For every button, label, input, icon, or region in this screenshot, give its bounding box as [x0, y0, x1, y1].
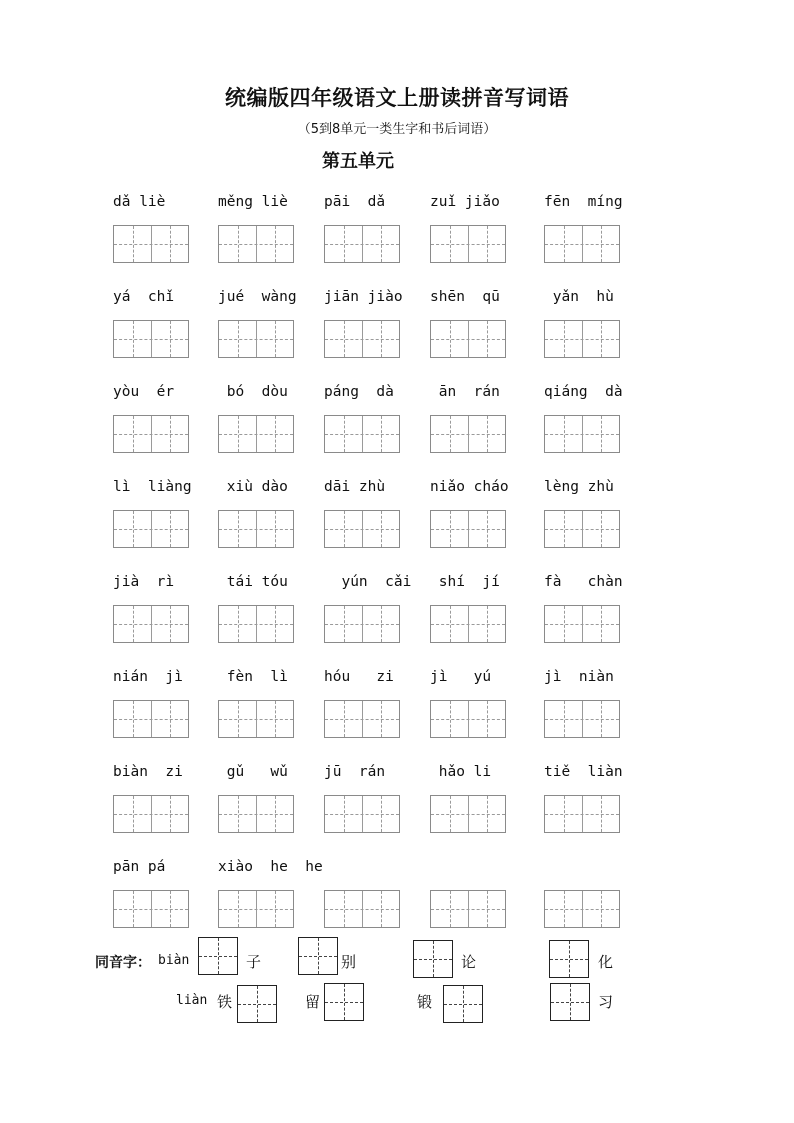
page-title: 统编版四年级语文上册读拼音写词语 [225, 86, 569, 110]
homophone-char: 铁 [217, 993, 233, 1011]
writing-box[interactable] [544, 320, 620, 358]
pinyin-label: fèn lì [218, 669, 288, 685]
writing-box[interactable] [544, 225, 620, 263]
writing-box[interactable] [430, 795, 506, 833]
writing-box[interactable] [324, 225, 400, 263]
pinyin-label: lì liàng [113, 479, 192, 495]
unit-title: 第五单元 [322, 151, 394, 172]
writing-box[interactable] [218, 795, 294, 833]
homophone-char: 化 [598, 953, 614, 971]
writing-box[interactable] [430, 605, 506, 643]
homophone-char: 锻 [417, 993, 433, 1011]
writing-box[interactable] [430, 225, 506, 263]
homophone-box[interactable] [198, 937, 238, 975]
writing-box[interactable] [218, 605, 294, 643]
pinyin-label: xiào he he [218, 859, 323, 875]
homophone-box[interactable] [237, 985, 277, 1023]
writing-box[interactable] [430, 700, 506, 738]
pinyin-label: yún cǎi [324, 574, 412, 590]
pinyin-label: fēn míng [544, 194, 623, 210]
pinyin-label: biàn zi [113, 764, 183, 780]
writing-box[interactable] [544, 795, 620, 833]
homophone-char: 论 [461, 953, 477, 971]
pinyin-label: měng liè [218, 194, 288, 210]
writing-box[interactable] [430, 890, 506, 928]
pinyin-label: hǎo li [430, 764, 492, 780]
homophone-box[interactable] [549, 940, 589, 978]
pinyin-label: jì yú [430, 669, 492, 685]
pinyin-label: jì niàn [544, 669, 614, 685]
pinyin-label: yòu ér [113, 384, 175, 400]
pinyin-label: shēn qū [430, 289, 500, 305]
writing-box[interactable] [324, 700, 400, 738]
writing-box[interactable] [544, 510, 620, 548]
pinyin-label: xiù dào [218, 479, 288, 495]
pinyin-label: hóu zi [324, 669, 394, 685]
writing-box[interactable] [218, 320, 294, 358]
pinyin-label: lèng zhù [544, 479, 614, 495]
writing-box[interactable] [113, 225, 189, 263]
pinyin-label: pān pá [113, 859, 166, 875]
writing-box[interactable] [544, 605, 620, 643]
writing-box[interactable] [218, 225, 294, 263]
pinyin-label: qiáng dà [544, 384, 623, 400]
writing-box[interactable] [113, 795, 189, 833]
writing-box[interactable] [430, 415, 506, 453]
writing-box[interactable] [430, 510, 506, 548]
writing-box[interactable] [113, 890, 189, 928]
pinyin-label: nián jì [113, 669, 183, 685]
pinyin-label: fà chàn [544, 574, 623, 590]
pinyin-label: jū rán [324, 764, 386, 780]
writing-box[interactable] [430, 320, 506, 358]
writing-box[interactable] [113, 510, 189, 548]
pinyin-label: páng dà [324, 384, 394, 400]
homophone-box[interactable] [550, 983, 590, 1021]
homophone-char: 别 [341, 953, 357, 971]
homophone-box[interactable] [443, 985, 483, 1023]
pinyin-label: tái tóu [218, 574, 288, 590]
pinyin-label: bó dòu [218, 384, 288, 400]
writing-box[interactable] [544, 700, 620, 738]
pinyin-label: yá chǐ [113, 289, 175, 305]
writing-box[interactable] [113, 605, 189, 643]
pinyin-label: yǎn hù [544, 289, 614, 305]
homophone-char: 留 [305, 993, 321, 1011]
writing-box[interactable] [218, 700, 294, 738]
pinyin-label: zuǐ jiǎo [430, 194, 500, 210]
pinyin-label: jiān jiào [324, 289, 403, 305]
writing-box[interactable] [324, 415, 400, 453]
writing-box[interactable] [218, 890, 294, 928]
pinyin-label: jué wàng [218, 289, 297, 305]
writing-box[interactable] [324, 890, 400, 928]
homophone-pinyin-bian: biàn [158, 953, 190, 968]
writing-box[interactable] [113, 415, 189, 453]
writing-box[interactable] [544, 415, 620, 453]
writing-box[interactable] [218, 510, 294, 548]
writing-box[interactable] [324, 795, 400, 833]
homophone-char: 子 [246, 953, 262, 971]
writing-box[interactable] [544, 890, 620, 928]
pinyin-label: gǔ wǔ [218, 764, 288, 780]
homophone-box[interactable] [413, 940, 453, 978]
pinyin-label: ān rán [430, 384, 500, 400]
writing-box[interactable] [218, 415, 294, 453]
pinyin-label: dāi zhù [324, 479, 386, 495]
homophone-box[interactable] [324, 983, 364, 1021]
writing-box[interactable] [324, 605, 400, 643]
writing-box[interactable] [324, 320, 400, 358]
pinyin-label: shí jí [430, 574, 500, 590]
homophone-pinyin-lian: liàn [176, 993, 208, 1008]
pinyin-label: tiě liàn [544, 764, 623, 780]
pinyin-label: jià rì [113, 574, 175, 590]
pinyin-label: dǎ liè [113, 194, 166, 210]
writing-box[interactable] [113, 700, 189, 738]
writing-box[interactable] [324, 510, 400, 548]
homophone-label: 同音字： [95, 955, 151, 971]
homophone-char: 习 [598, 993, 614, 1011]
pinyin-label: niǎo cháo [430, 479, 509, 495]
homophone-box[interactable] [298, 937, 338, 975]
writing-box[interactable] [113, 320, 189, 358]
page-subtitle: （5到8单元一类生字和书后词语） [297, 122, 497, 137]
pinyin-label: pāi dǎ [324, 194, 386, 210]
